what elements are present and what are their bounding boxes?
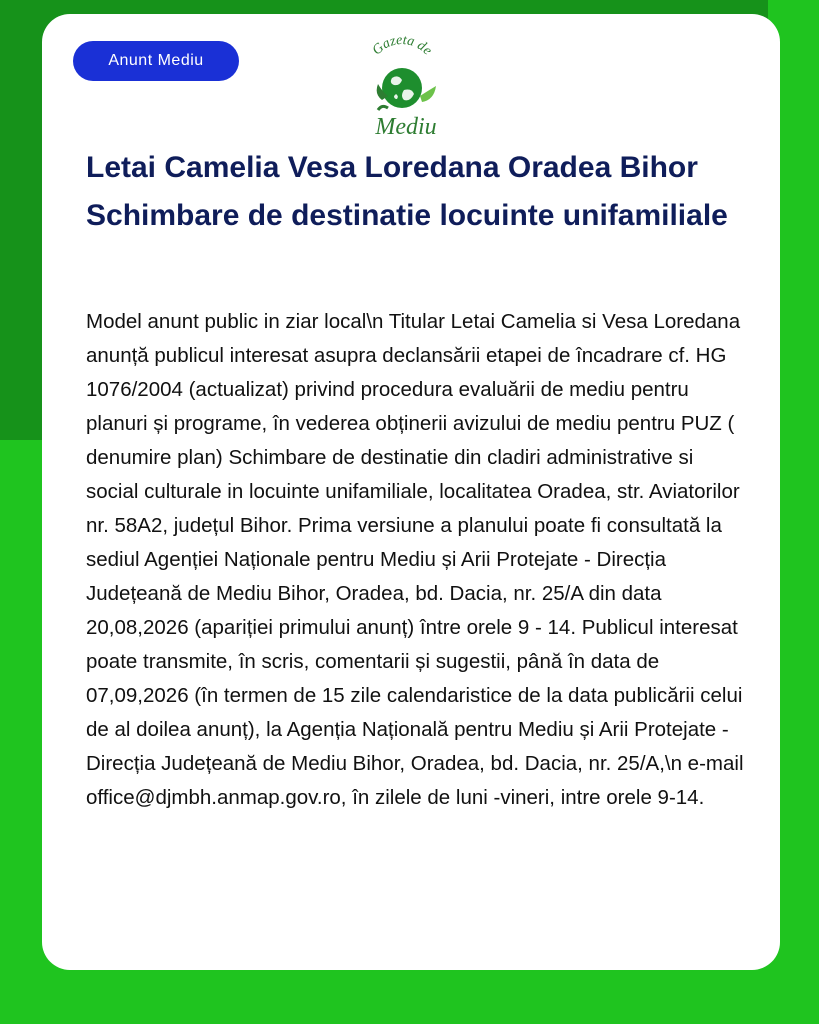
article-body: Model anunt public in ziar local\n Titular Letai Camelia si Vesa Loredana anunță publicul interesat asupra declansării etapei de încadrare cf. HG 1076/2004 (actualizat) privind procedura evaluării de mediu pentru planuri și programe, în vederea obținerii avizului de mediu pentru PUZ ( denumire plan) Schimbare de destinatie din cladiri administrative si social culturale in locuinte unifamiliale, localitatea Oradea, str. Aviatorilor nr. 58A2, județul Bihor. Prima versiune a planului poate fi consultată la sediul Agenției Naționale pentru Mediu și Arii Protejate - Direcția Județeană de Mediu Bihor, Oradea, bd. Dacia, nr. 25/A din data 20,08,2026 (apariției primului anunț) între orele 9 - 14. Publicul interesat poate transmite, în scris, comentarii și sugestii, până în data de 07,09,2026 (în termen de 15 zile calendaristice de la data publicării celui de al doilea anunț), la Agenția Națională pentru Mediu și Arii Protejate -Direcția Județeană de Mediu Bihor, Oradea, bd. Dacia, nr. 25/A,\n e-mail office@djmbh.anmap.gov.ro, în zilele de luni -vineri, intre orele 9-14. (86, 310, 744, 809)
article-title: Letai Camelia Vesa Loredana Oradea Bihor Schimbare de destinatie locuinte unifamiliale (86, 151, 728, 232)
announcement-card (42, 14, 780, 970)
globe-icon (382, 68, 422, 108)
svg-text:Gazeta de (370, 33, 435, 59)
leaf-right-icon (420, 86, 436, 102)
category-badge: Anunt Mediu (73, 41, 239, 81)
logo-bottom-text: Mediu (375, 114, 437, 140)
logo-top-text: Gazeta de (369, 32, 435, 59)
gazeta-de-mediu-logo (352, 30, 452, 142)
